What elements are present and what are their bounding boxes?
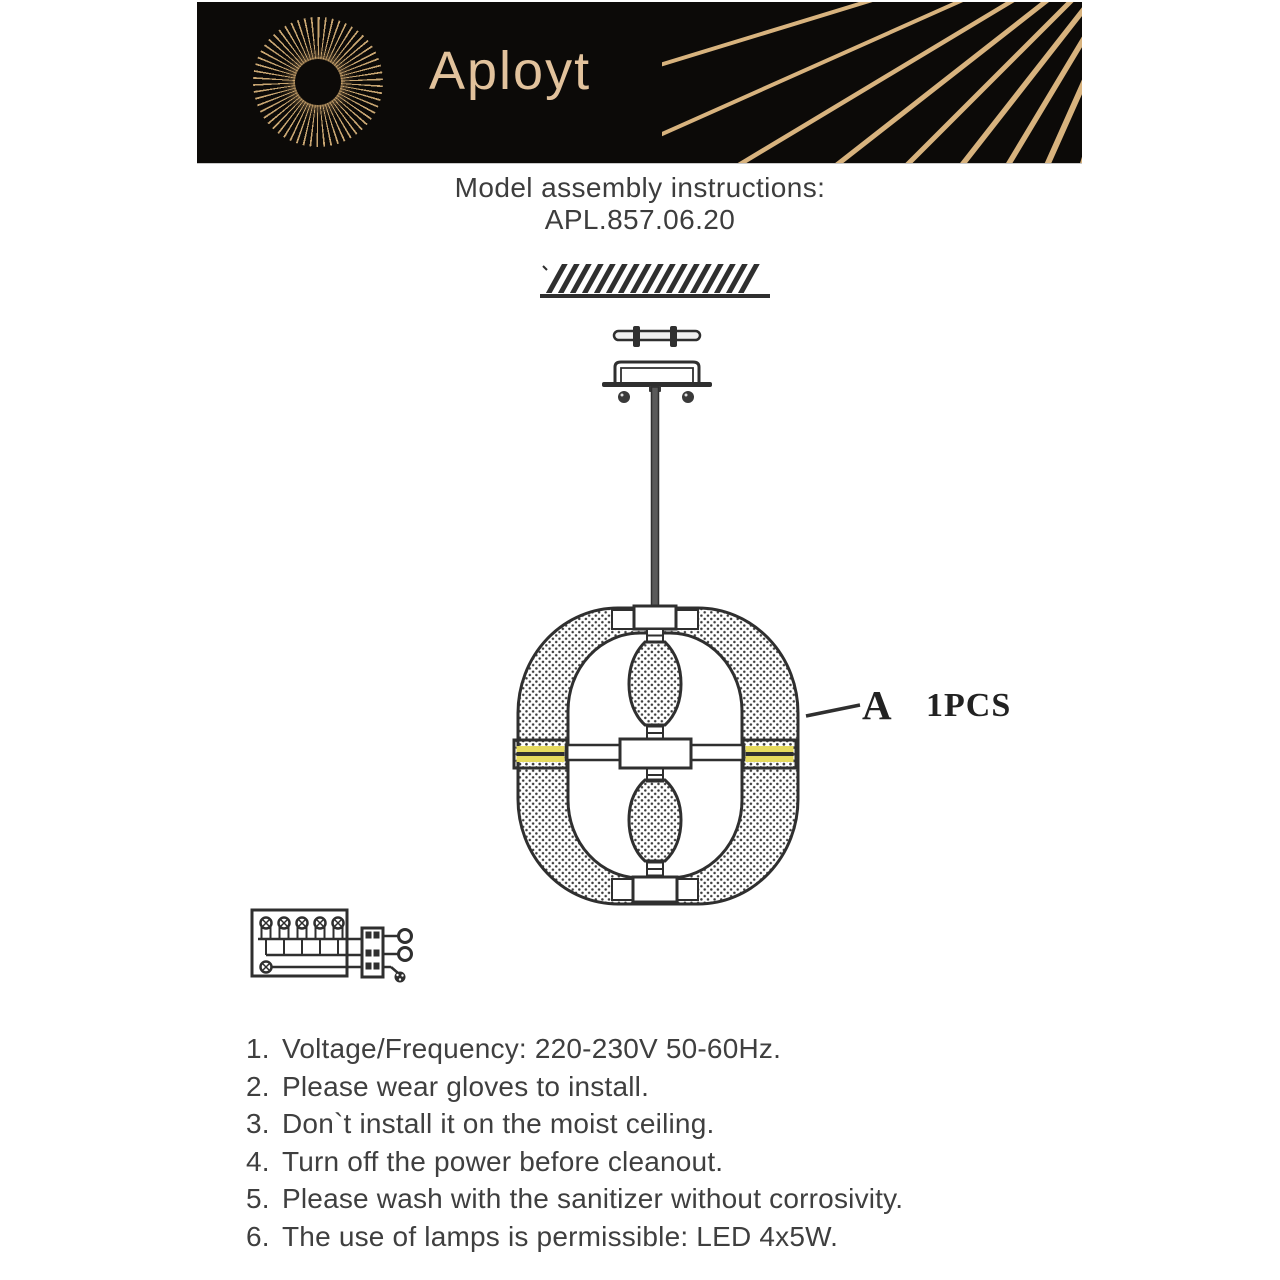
ground-screw — [261, 962, 272, 973]
output-leads — [383, 930, 412, 983]
assembly-drawing — [200, 255, 1080, 1000]
item-number: 5. — [246, 1183, 270, 1215]
upper-bulb — [629, 642, 681, 725]
part-leader-line — [806, 705, 860, 716]
brand-name: Aployt — [429, 41, 592, 101]
instructions-list — [246, 1033, 1236, 1259]
wiring-diagram — [252, 910, 412, 983]
item-number: 1. — [246, 1033, 270, 1064]
page-title: Model assembly instructions: — [454, 172, 826, 203]
corner-rays-decoration — [662, 2, 1082, 163]
item-number: 6. — [246, 1220, 270, 1252]
list-item — [246, 1108, 1236, 1146]
item-text: Please wash with the sanitizer without corrosivity. — [282, 1183, 904, 1215]
item-text: The use of lamps is permissible: LED 4x5W. — [282, 1220, 839, 1252]
list-item — [246, 1033, 1236, 1071]
brand-header — [197, 2, 1082, 164]
suspension-rod — [649, 386, 661, 610]
part-label: A — [862, 682, 892, 728]
screw-terminals — [261, 918, 344, 940]
item-text: Turn off the power before cleanout. — [282, 1145, 724, 1177]
connector-block — [362, 928, 383, 977]
left-clamp — [514, 740, 567, 768]
item-number: 2. — [246, 1070, 270, 1102]
sunburst-logo-icon — [253, 17, 383, 147]
list-item — [246, 1183, 1236, 1221]
list-item — [246, 1146, 1236, 1184]
list-item — [246, 1071, 1236, 1109]
item-text: Don`t install it on the moist ceiling. — [282, 1108, 715, 1140]
right-clamp — [743, 740, 796, 768]
list-item — [246, 1221, 1236, 1259]
mounting-bar — [614, 326, 700, 347]
ceiling-hatch — [540, 264, 770, 296]
part-quantity: 1PCS — [926, 687, 1012, 724]
item-text: Please wear gloves to install. — [282, 1070, 650, 1102]
model-number: APL.857.06.20 — [544, 204, 736, 235]
item-number: 3. — [246, 1108, 270, 1140]
title-block — [0, 172, 1280, 236]
item-number: 4. — [246, 1145, 270, 1177]
lower-bulb — [629, 780, 681, 861]
item-text: Voltage/Frequency: 220-230V 50-60Hz. — [282, 1033, 782, 1064]
